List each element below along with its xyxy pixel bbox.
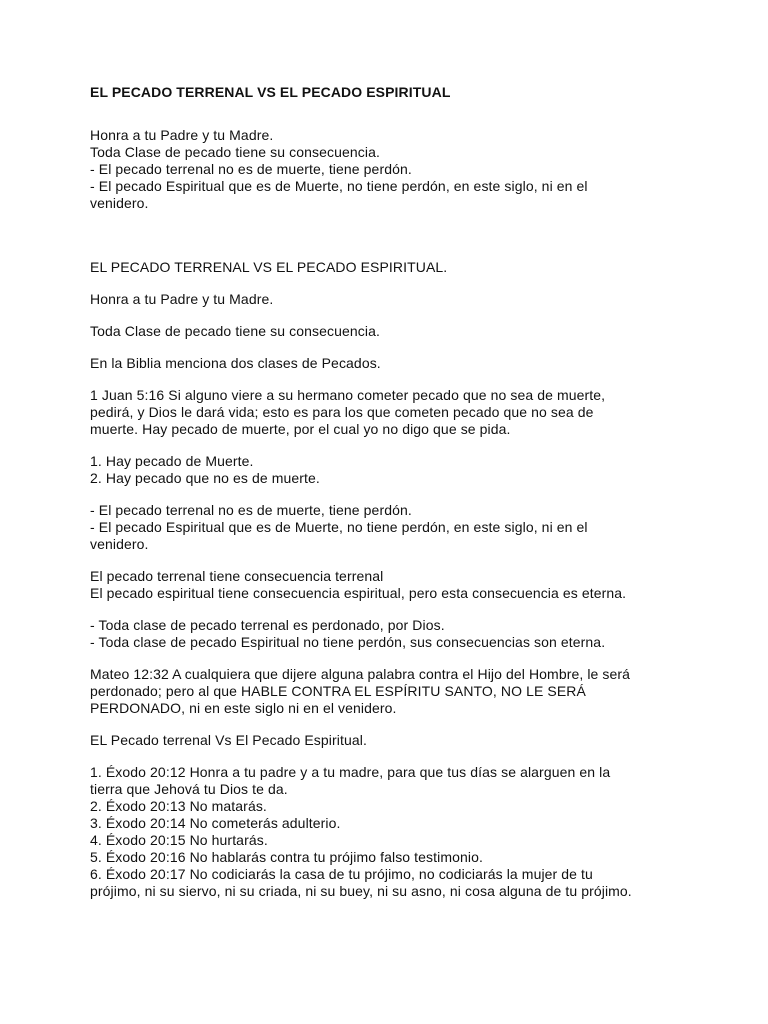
text-line: - El pecado Espiritual que es de Muerte, no tiene perdón, en este siglo, ni en el (90, 178, 588, 194)
paragraph-mateo (90, 666, 700, 717)
text-line: Honra a tu Padre y tu Madre. (90, 291, 274, 307)
text-line: 3. Éxodo 20:14 No cometerás adulterio. (90, 815, 341, 831)
text-line: 2. Hay pecado que no es de muerte. (90, 470, 320, 486)
text-line: Toda Clase de pecado tiene su consecuencia. (90, 323, 380, 339)
text-line: EL PECADO TERRENAL VS EL PECADO ESPIRITUAL. (90, 259, 448, 275)
text-line: perdonado; pero al que HABLE CONTRA EL ESPÍRITU SANTO, NO LE SERÁ (90, 683, 586, 699)
text-line: tierra que Jehová tu Dios te da. (90, 781, 288, 797)
paragraph-perdon (90, 502, 700, 553)
paragraph-toda-clase-pecado (90, 617, 700, 651)
text-line: En la Biblia menciona dos clases de Pecados. (90, 355, 381, 371)
text-line: 6. Éxodo 20:17 No codiciarás la casa de tu prójimo, no codiciarás la mujer de tu (90, 866, 593, 882)
text-line: 4. Éxodo 20:15 No hurtarás. (90, 832, 268, 848)
paragraph-juan (90, 387, 700, 438)
text-line: 1. Hay pecado de Muerte. (90, 453, 254, 469)
text-line: - El pecado Espiritual que es de Muerte, no tiene perdón, en este siglo, ni en el (90, 519, 588, 535)
text-line: venidero. (90, 536, 149, 552)
document-title: EL PECADO TERRENAL VS EL PECADO ESPIRITUAL (90, 84, 451, 100)
text-line: - Toda clase de pecado terrenal es perdonado, por Dios. (90, 617, 445, 633)
paragraph-exodo-list (90, 764, 700, 900)
text-line: - El pecado terrenal no es de muerte, tiene perdón. (90, 502, 412, 518)
text-line: prójimo, ni su siervo, ni su criada, ni su buey, ni su asno, ni cosa alguna de tu prójimo. (90, 883, 632, 899)
paragraph-honra (90, 291, 700, 308)
text-line: 2. Éxodo 20:13 No matarás. (90, 798, 267, 814)
text-line: Toda Clase de pecado tiene su consecuencia. (90, 144, 380, 160)
text-line: 5. Éxodo 20:16 No hablarás contra tu prójimo falso testimonio. (90, 849, 483, 865)
intro-block (90, 127, 700, 212)
paragraph-biblia (90, 355, 700, 372)
text-line: Mateo 12:32 A cualquiera que dijere alguna palabra contra el Hijo del Hombre, le será (90, 666, 631, 682)
text-line: PERDONADO, ni en este siglo ni en el venidero. (90, 700, 397, 716)
text-line: EL Pecado terrenal Vs El Pecado Espiritual. (90, 732, 367, 748)
text-line: El pecado espiritual tiene consecuencia espiritual, pero esta consecuencia es eterna. (90, 585, 627, 601)
text-line: El pecado terrenal tiene consecuencia terrenal (90, 568, 384, 584)
paragraph-toda-clase (90, 323, 700, 340)
paragraph-vs (90, 732, 700, 749)
text-line: Honra a tu Padre y tu Madre. (90, 127, 274, 143)
text-line: muerte. Hay pecado de muerte, por el cual yo no digo que se pida. (90, 421, 511, 437)
text-line: 1. Éxodo 20:12 Honra a tu padre y a tu madre, para que tus días se alarguen en la (90, 764, 611, 780)
text-line: venidero. (90, 195, 149, 211)
document-body (90, 84, 700, 900)
text-line: 1 Juan 5:16 Si alguno viere a su hermano cometer pecado que no sea de muerte, (90, 387, 606, 403)
text-line: - Toda clase de pecado Espiritual no tiene perdón, sus consecuencias son eterna. (90, 634, 606, 650)
text-line: - El pecado terrenal no es de muerte, tiene perdón. (90, 161, 412, 177)
paragraph-hay-pecado (90, 453, 700, 487)
paragraph-consecuencia (90, 568, 700, 602)
text-line: pedirá, y Dios le dará vida; esto es para los que cometen pecado que no sea de (90, 404, 594, 420)
section-heading (90, 259, 700, 276)
